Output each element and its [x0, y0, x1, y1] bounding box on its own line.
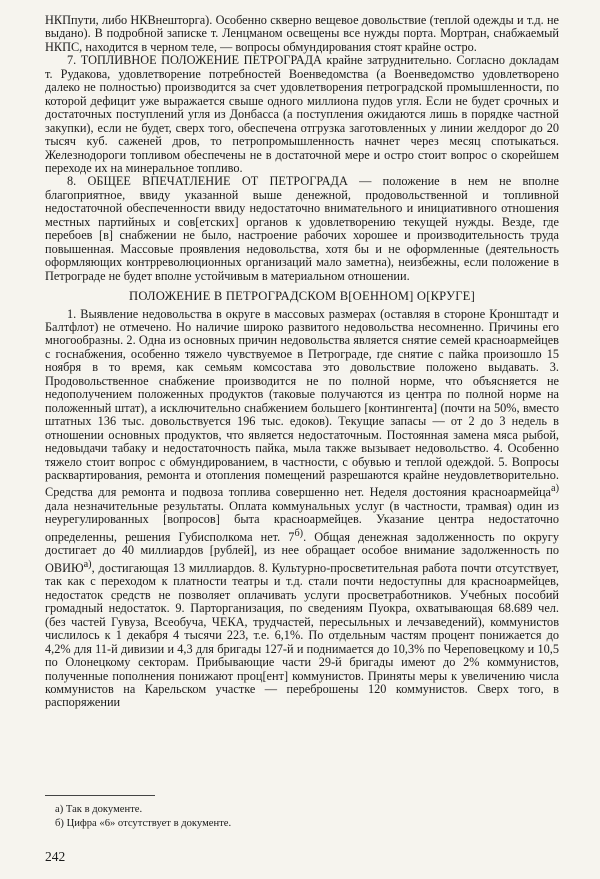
footnote-divider — [45, 795, 155, 796]
section-heading: ПОЛОЖЕНИЕ В ПЕТРОГРАДСКОМ В[ОЕННОМ] О[КРУГЕ] — [129, 289, 475, 304]
page-number: 242 — [45, 849, 66, 864]
paragraph-continuation: НКПпути, либо НКВнешторга). Особенно скверно вещевое довольствие (теплой одежды и т.д. не выдано). В подробной записке т. Ленцманом освещены все нужды порта. Мортран, снабжаемый НКПС, находится в черном теле, — вопросы обмундирования стоят крайне остро. — [45, 13, 559, 54]
footnotes — [55, 803, 555, 830]
paragraph-text-part: . Общая денежная задолженность по округу достигает до 40 миллиардов [рублей], из нее обращает особое внимание задолженность по ОВИЮ — [45, 529, 559, 575]
paragraph-fuel: 7. ТОПЛИВНОЕ ПОЛОЖЕНИЕ ПЕТРОГРАДА крайне затруднительно. Согласно докладам т. Рудакова, удовлетворение потребностей Военведомства (а Военведомство удовлетворено далеко не полностью) производится за счет удовлетворения петроградской промышленности, по которой дефицит уже выражается свыше одного миллиона пудов угля. Если не будет срочных и достаточных поступлений угля из Донбасса (а поступления ожидаются лишь в порядке частной закупки), если не будет, сверх того, обеспечена отгрузка заготовленных у линии желдорог до 20 тысяч куб. саженей дров, то петропромышленность начнет через месяц спотыкаться. Железнодороги топливом обеспечены не в достаточной мере и остро стоит вопрос о скорейшем переходе их на минеральное топливо. — [45, 53, 559, 175]
footnote-a: а) Так в документе. — [55, 804, 143, 815]
footnote-ref-b: б) — [294, 527, 304, 539]
main-text — [45, 14, 559, 710]
paragraph-general-impression: 8. ОБЩЕЕ ВПЕЧАТЛЕНИЕ ОТ ПЕТРОГРАДА — положение в нем не вполне благоприятное, ввиду указанной выше денежной, продовольственной и топливной недостаточной обеспеченности ввиду недостаточно внимательного и инициативного отношения местных партийных и сов[етских] органов к удовлетворению текущей нужды. Везде, где перебоев [в] снабжении не было, настроение рабочих хорошее и производительность труда повышенная. Массовые проявления недовольства, хотя бы и не оформленные (деятельность оформляющих контрреволюционных организаций мало заметна), неизбежны, если положение в Петрограде не будет вполне устойчивым в материальном отношении. — [45, 174, 559, 283]
footnote-b: б) Цифра «6» отсутствует в документе. — [55, 817, 232, 829]
paragraph-military-district — [45, 308, 559, 710]
footnote-ref-a: а) — [551, 483, 559, 495]
paragraph-text-part: дала незначительные результаты. Оплата коммунальных услуг (в частности, трамвая) один из неурегулированных [вопросов] быта красноармейцев. Указание центра недостаточно определенны, решения Губисполкома нет. 7 — [45, 498, 559, 544]
footnote-ref-a: а) — [83, 558, 92, 570]
paragraph-text-part: 1. Выявление недовольства в округе в массовых размерах (оставляя в стороне Кронштадт и Балтфлот) не отмечено. Но наличие широко развитого недовольства несомненно. Причины его многообразны. 2. Одна из основных причин недовольства является снятие семей красноармейцев с госнабжения, особенно тяжело чувствуемое в Петрограде, где снятие с пайка произошло 15 ноября в то время, как семьям комсостава это довольствие положено выдавать. 3. Продовольственное снабжение производится не по полной норме, что объясняется не недополучением положенных продуктов (таковые получаются из центра по полной норме на положенный штат), а исключительно снабжением большего [контингента] (почти на 50%, вместо штатных 136 тыс. довольствуется 196 тыс. едоков). Текущие запасы — от 2 до 3 недель в отношении основных продуктов, что является недостаточным. Постоянная замена мяса рыбой, недовыдачи табаку и недостаточность пайка, мыла также вызывает недовольство. 4. Особенно тяжело стоит вопрос с обмундированием, в частности, с обувью и теплой одеждой. 5. Вопросы расквартирования, ремонта и отопления помещений разрешаются крайне неудовлетворительно. Средства для ремонта и подвоза топлива совершенно нет. Неделя достояния красноармейца — [45, 306, 559, 500]
paragraph-text-part: , достигающая 13 миллиардов. 8. Культурно-просветительная работа почти отсутствует, так как с переходом к платности театры и т.д. стали почти недоступны для красноармейцев, недостаток средств не позволяет оплачивать услуги просветработников. Учебных пособий громадный недостаток. 9. Парторганизация, по сведениям Пуокра, охватывающая 68.689 чел. (без частей Гувуза, Всеобуча, ЧЕКА, трудчастей, пересыльных и лечзаведений), коммунистов числилось к 1 декабря 4 тысячи 223, т.е. 6,1%. По отдельным частям процент понижается до 4,2% для 11-й дивизии и 4,3 для бригады 127-й и поднимается до 10,3% по Череповецкому и 10,5 по Олонецкому секторам. Прибывающие части 29-й бригады имеют до 2% коммунистов, полученные пополнения понижают проц[ент] коммунистов. Приняты меры к увеличению числа коммунистов на Карельском участке — переброшены 120 коммунистов. Сверх того, в распоряжении — [45, 560, 559, 710]
